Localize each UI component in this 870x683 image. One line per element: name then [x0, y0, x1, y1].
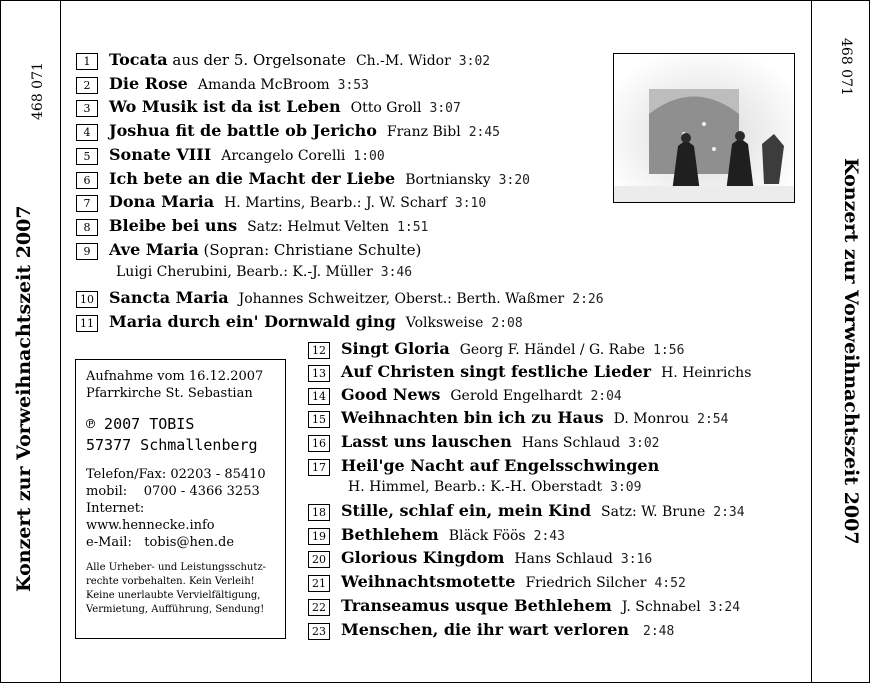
track-3 — [76, 97, 461, 119]
phonogram-copyright: ℗ 2007 TOBIS — [86, 415, 195, 433]
track-composer: Arcangelo Corelli — [221, 148, 346, 164]
track-title: Ich bete an die Macht der Liebe — [109, 169, 396, 188]
track-composer: Johannes Schweitzer, Oberst.: Berth. Waßmer — [238, 291, 565, 307]
track-duration: 1:00 — [353, 149, 385, 164]
track-title-suffix: (Sopran: Christiane Schulte) — [198, 241, 422, 259]
track-9-credits — [116, 264, 412, 280]
recording-date: Aufnahme vom 16.12.2007 — [86, 369, 264, 384]
track-number: 21 — [308, 575, 330, 592]
legal-notice — [86, 561, 275, 617]
track-title: Sancta Maria — [109, 288, 229, 307]
track-21 — [308, 572, 686, 594]
track-title: Lasst uns lauschen — [341, 432, 512, 451]
track-18 — [308, 501, 745, 523]
track-11 — [76, 312, 523, 334]
track-13 — [308, 362, 751, 383]
track-number: 7 — [76, 195, 98, 212]
track-title: Weihnachtsmotette — [341, 572, 516, 591]
track-title: Weihnachten bin ich zu Haus — [341, 408, 604, 427]
track-duration: 2:34 — [713, 505, 745, 520]
track-17-credits — [348, 479, 641, 495]
track-composer: Luigi Cherubini, Bearb.: K.-J. Müller — [116, 264, 373, 280]
track-title: Wo Musik ist da ist Leben — [109, 97, 341, 116]
track-duration: 2:54 — [697, 412, 729, 427]
track-title: Die Rose — [109, 74, 188, 93]
track-composer: Amanda McBroom — [197, 77, 330, 93]
track-title: Stille, schlaf ein, mein Kind — [341, 501, 592, 520]
track-number: 17 — [308, 459, 330, 476]
track-duration: 3:46 — [380, 265, 413, 280]
track-number: 19 — [308, 528, 330, 545]
track-title: Bleibe bei uns — [109, 216, 238, 235]
track-number: 16 — [308, 435, 330, 452]
right-spine-catalog-number: 468 071 — [838, 38, 854, 96]
track-title: Glorious Kingdom — [341, 548, 505, 567]
track-23 — [308, 620, 674, 642]
track-composer: Satz: W. Brune — [601, 504, 706, 520]
track-title: Sonate VIII — [109, 145, 212, 164]
track-duration: 3:07 — [429, 101, 461, 116]
track-composer: Bortniansky — [405, 172, 491, 188]
track-number: 13 — [308, 365, 330, 382]
track-number: 1 — [76, 53, 98, 70]
track-duration: 2:45 — [468, 125, 501, 140]
track-title: Joshua fit de battle ob Jericho — [109, 121, 377, 140]
venue: Pfarrkirche St. Sebastian — [86, 386, 253, 401]
track-composer: J. Schnabel — [621, 599, 701, 615]
label-city: 57377 Schmallenberg — [86, 436, 258, 454]
track-8 — [76, 216, 428, 238]
left-spine-divider — [60, 0, 61, 683]
track-composer: Franz Bibl — [386, 124, 461, 140]
track-title: Dona Maria — [109, 192, 215, 211]
track-duration: 2:26 — [572, 292, 604, 307]
track-duration: 4:52 — [654, 576, 686, 591]
track-6 — [76, 169, 530, 191]
track-7 — [76, 192, 486, 214]
track-number: 6 — [76, 172, 98, 189]
track-20 — [308, 548, 652, 570]
track-composer: Hans Schlaud — [514, 551, 613, 567]
phone-fax: Telefon/Fax: 02203 - 85410 — [86, 467, 266, 482]
track-composer: Volksweise — [405, 315, 484, 331]
track-number: 9 — [76, 243, 98, 260]
track-number: 8 — [76, 219, 98, 236]
track-number: 23 — [308, 623, 330, 640]
track-duration: 3:16 — [620, 552, 653, 567]
track-composer: Bläck Föös — [448, 528, 526, 544]
concert-photo — [613, 53, 795, 203]
track-number: 5 — [76, 148, 98, 165]
track-duration: 3:10 — [454, 196, 487, 211]
track-2 — [76, 74, 369, 96]
track-composer: H. Heinrichs — [661, 365, 752, 381]
track-composer: Otto Groll — [350, 100, 422, 116]
track-duration: 2:43 — [533, 529, 565, 544]
track-duration: 2:08 — [491, 316, 523, 331]
left-spine-catalog-number: 468 071 — [30, 62, 46, 120]
track-composer: Hans Schlaud — [521, 435, 621, 451]
track-duration: 2:48 — [643, 624, 675, 639]
track-number: 3 — [76, 100, 98, 117]
track-number: 11 — [76, 315, 98, 332]
email: e-Mail: tobis@hen.de — [86, 535, 235, 550]
track-composer: Satz: Helmut Velten — [247, 219, 390, 235]
track-duration: 3:02 — [458, 54, 491, 69]
track-composer: H. Martins, Bearb.: J. W. Scharf — [224, 195, 447, 211]
track-title: Transeamus usque Bethlehem — [341, 596, 612, 615]
track-19 — [308, 525, 565, 547]
track-composer: Georg F. Händel / G. Rabe — [459, 342, 646, 358]
legal-line-2: rechte vorbehalten. Kein Verleih! — [86, 576, 255, 587]
track-title: Menschen, die ihr wart verloren — [341, 620, 630, 639]
track-duration: 3:24 — [708, 600, 741, 615]
track-title: Tocata — [109, 50, 168, 69]
website: Internet: www.hennecke.info — [86, 501, 215, 533]
track-number: 4 — [76, 124, 98, 141]
track-number: 2 — [76, 77, 98, 94]
track-22 — [308, 596, 740, 618]
track-title: Ave Maria — [109, 240, 199, 259]
track-number: 15 — [308, 411, 330, 428]
track-15 — [308, 408, 728, 430]
track-16 — [308, 432, 660, 454]
track-duration: 3:53 — [337, 78, 369, 93]
track-number: 18 — [308, 504, 330, 521]
track-title: Auf Christen singt festliche Lieder — [341, 362, 652, 381]
track-composer: Gerold Engelhardt — [450, 388, 583, 404]
track-5 — [76, 145, 385, 167]
track-composer: D. Monrou — [613, 411, 690, 427]
track-number: 14 — [308, 388, 330, 405]
track-title: Bethlehem — [341, 525, 439, 544]
track-17 — [308, 456, 659, 476]
legal-line-4: Vermietung, Aufführung, Sendung! — [86, 604, 265, 615]
track-composer: Ch.-M. Widor — [355, 53, 451, 69]
track-duration: 3:02 — [628, 436, 660, 451]
track-4 — [76, 121, 500, 143]
track-12 — [308, 339, 684, 361]
track-14 — [308, 385, 622, 407]
track-title: Good News — [341, 385, 441, 404]
track-title: Maria durch ein' Dornwald ging — [109, 312, 396, 331]
track-title: Heil'ge Nacht auf Engelsschwingen — [341, 456, 660, 475]
track-number: 12 — [308, 342, 330, 359]
track-duration: 1:51 — [397, 220, 429, 235]
track-duration: 3:09 — [610, 480, 642, 495]
track-number: 10 — [76, 291, 98, 308]
label-info-box — [75, 359, 286, 639]
track-10 — [76, 288, 604, 310]
mobile-phone: mobil: 0700 - 4366 3253 — [86, 484, 260, 499]
left-spine-title: Konzert zur Vorweihnachtszeit 2007 — [13, 205, 35, 592]
right-spine-divider — [811, 0, 812, 683]
track-duration: 2:04 — [590, 389, 622, 404]
track-number: 20 — [308, 551, 330, 568]
legal-line-3: Keine unerlaubte Vervielfältigung, — [86, 590, 261, 601]
track-1 — [76, 50, 490, 72]
track-title-suffix: aus der 5. Orgelsonate — [167, 51, 346, 69]
track-composer: Friedrich Silcher — [525, 575, 647, 591]
right-spine-title: Konzert zur Vorweihnachtszeit 2007 — [840, 158, 862, 545]
track-title: Singt Gloria — [341, 339, 450, 358]
track-duration: 1:56 — [653, 343, 685, 358]
track-duration: 3:20 — [498, 173, 530, 188]
track-composer: H. Himmel, Bearb.: K.-H. Oberstadt — [348, 479, 603, 495]
track-number: 22 — [308, 599, 330, 616]
legal-line-1: Alle Urheber- und Leistungsschutz- — [86, 562, 266, 573]
track-9 — [76, 240, 421, 260]
